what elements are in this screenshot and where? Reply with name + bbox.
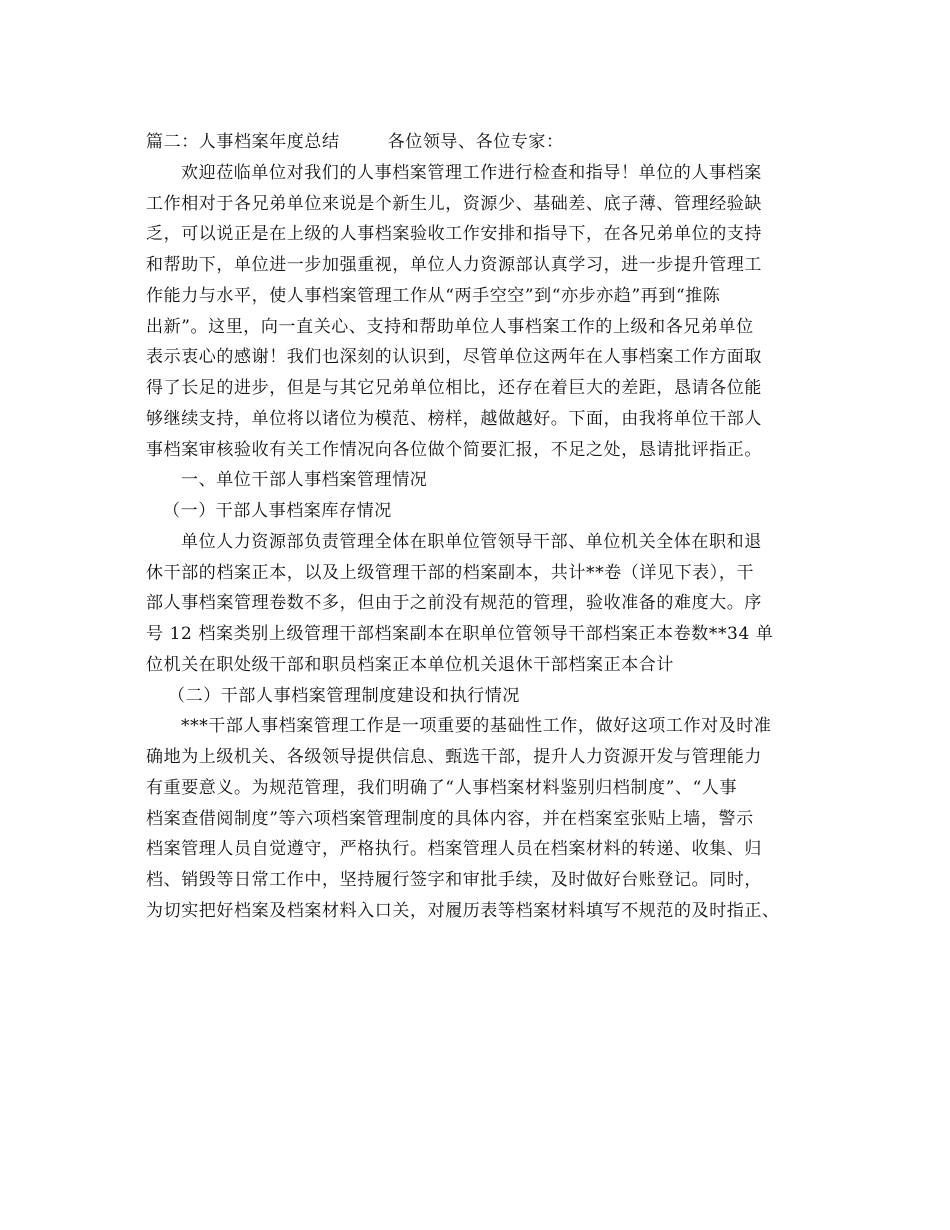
document-title-line: 篇二：人事档案年度总结 各位领导、各位专家：: [146, 132, 564, 152]
paragraph-line: 有重要意义。为规范管理，我们明确了“人事档案材料鉴别归档制度”、“人事: [146, 777, 738, 798]
section-heading: 一、单位干部人事档案管理情况: [181, 470, 428, 491]
paragraph-line: 表示衷心的感谢！我们也深刻的认识到，尽管单位这两年在人事档案工作方面取: [146, 347, 762, 368]
paragraph-line: 和帮助下，单位进一步加强重视，单位人力资源部认真学习，进一步提升管理工: [146, 255, 762, 275]
subsection-heading: （一）干部人事档案库存情况: [163, 501, 392, 521]
paragraph-line: 事档案审核验收有关工作情况向各位做个简要汇报，不足之处，恳请批评指正。: [146, 439, 762, 460]
paragraph-line: 乏，可以说正是在上级的人事档案验收工作安排和指导下，在各兄弟单位的支持: [146, 224, 762, 245]
paragraph-line: 得了长足的进步，但是与其它兄弟单位相比，还存在着巨大的差距，恳请各位能: [146, 378, 762, 398]
paragraph-line: 休干部的档案正本，以及上级管理干部的档案副本，共计**卷（详见下表），干: [146, 562, 755, 583]
paragraph-line: 出新”。这里，向一直关心、支持和帮助单位人事档案工作的上级和各兄弟单位: [146, 316, 754, 337]
paragraph-line: 为切实把好档案及档案材料入口关，对履历表等档案材料填写不规范的及时指正、: [146, 900, 780, 921]
paragraph-line: 作能力与水平，使人事档案管理工作从“两手空空”到“亦步亦趋”再到“推陈: [146, 285, 721, 306]
paragraph-line: 够继续支持，单位将以诸位为模范、榜样，越做越好。下面，由我将单位干部人: [146, 408, 762, 429]
paragraph-line: 档案管理人员自觉遵守，严格执行。档案管理人员在档案材料的转递、收集、归: [146, 839, 762, 860]
paragraph-line: 部人事档案管理卷数不多，但由于之前没有规范的管理，验收准备的难度大。序: [146, 593, 762, 614]
paragraph-line: 档、销毁等日常工作中，坚持履行签字和审批手续，及时做好台账登记。同时，: [146, 870, 762, 890]
subsection-heading: （二）干部人事档案管理制度建设和执行情况: [168, 685, 520, 706]
paragraph-line: 单位人力资源部负责管理全体在职单位管领导干部、单位机关全体在职和退: [181, 531, 762, 552]
paragraph-line: 工作相对于各兄弟单位来说是个新生儿，资源少、基础差、底子薄、管理经验缺: [146, 193, 762, 214]
paragraph-line: 确地为上级机关、各级领导提供信息、甄选干部，提升人力资源开发与管理能力: [146, 747, 762, 767]
paragraph-line: ***干部人事档案管理工作是一项重要的基础性工作，做好这项工作对及时准: [181, 716, 772, 737]
paragraph-line: 号 12 档案类别上级管理干部档案副本在职单位管领导干部档案正本卷数**34 单: [146, 624, 774, 644]
document-body: [146, 127, 808, 927]
paragraph-line: 位机关在职处级干部和职员档案正本单位机关退休干部档案正本合计: [146, 654, 674, 675]
paragraph-line: 欢迎莅临单位对我们的人事档案管理工作进行检查和指导！单位的人事档案: [181, 162, 762, 183]
paragraph-line: 档案查借阅制度”等六项档案管理制度的具体内容，并在档案室张贴上墙，警示: [146, 808, 754, 829]
